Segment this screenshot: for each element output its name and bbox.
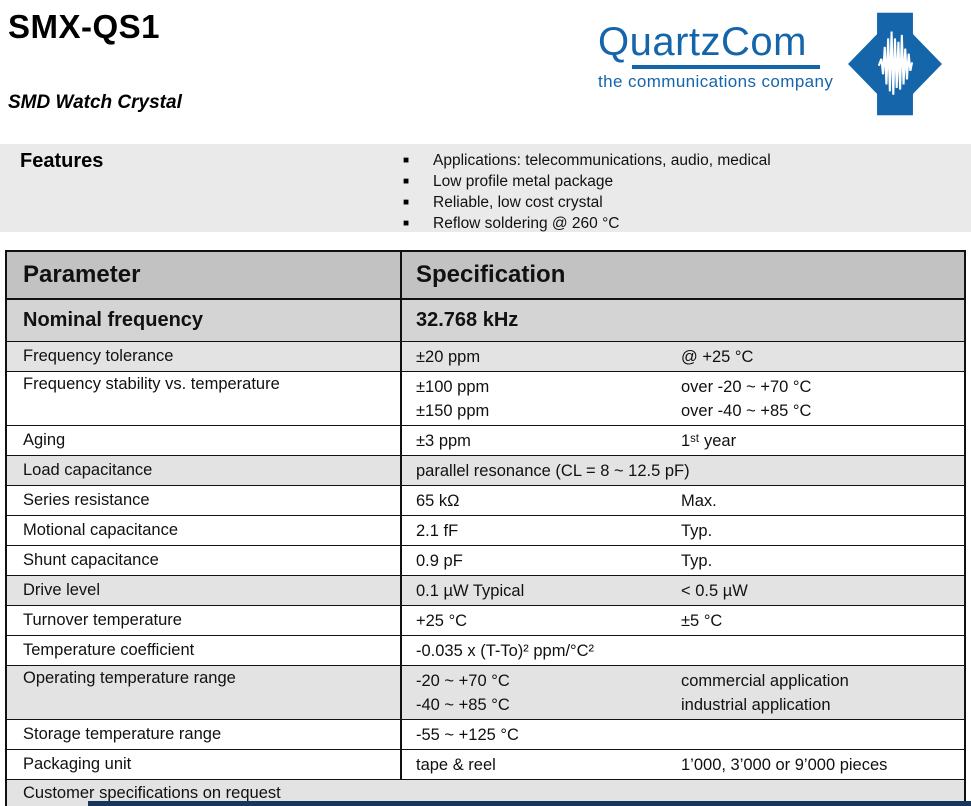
features-list: [403, 150, 771, 234]
param-cell: Aging: [7, 426, 402, 455]
feature-text: Reflow soldering @ 260 °C: [433, 215, 620, 232]
table-row: [7, 720, 964, 750]
param-cell: Load capacitance: [7, 456, 402, 485]
table-row: [7, 372, 964, 426]
spec-value: tape & reel: [416, 755, 496, 774]
spec-condition: Typ.: [681, 521, 713, 540]
spec-condition: commercial application: [681, 671, 849, 690]
footer-bar: [88, 801, 971, 806]
spec-cell: [402, 372, 964, 425]
spec-value: -40 ~ +85 °C: [416, 695, 510, 714]
table-row: [7, 606, 964, 636]
param-cell: Turnover temperature: [7, 606, 402, 635]
table-row: [7, 546, 964, 576]
spec-cell: [402, 606, 964, 635]
table-row: [7, 342, 964, 372]
features-section: [0, 144, 971, 232]
spec-condition: over -40 ~ +85 °C: [681, 401, 812, 420]
page-subtitle: SMD Watch Crystal: [8, 92, 182, 113]
header-parameter: Parameter: [7, 252, 402, 298]
spec-value: -20 ~ +70 °C: [416, 671, 510, 690]
spec-cell: [402, 426, 964, 455]
table-row: [7, 516, 964, 546]
table-header-row: [7, 252, 964, 300]
bullet-icon: ■: [403, 155, 410, 166]
spec-table: [5, 250, 966, 806]
spec-cell: [402, 720, 964, 749]
feature-text: Low profile metal package: [433, 173, 614, 190]
spec-cell: [402, 342, 964, 371]
spec-value: 65 kΩ: [416, 491, 460, 510]
quartzcom-logo: [598, 20, 943, 125]
spec-condition: < 0.5 µW: [681, 581, 748, 600]
param-cell: Series resistance: [7, 486, 402, 515]
logo-brand-text: QuartzCom: [598, 20, 807, 64]
spec-cell: [402, 750, 964, 779]
header-specification: Specification: [416, 261, 566, 288]
param-cell: Shunt capacitance: [7, 546, 402, 575]
spec-condition: industrial application: [681, 695, 831, 714]
spec-value: ±100 ppm: [416, 377, 490, 396]
table-row: [7, 456, 964, 486]
spec-cell: [402, 666, 964, 719]
table-row: [7, 426, 964, 456]
feature-item: [403, 213, 771, 234]
spec-value: 2.1 fF: [416, 521, 459, 540]
logo-tagline: the communications company: [598, 72, 834, 91]
spec-value: -0.035 x (T-To)² ppm/°C²: [416, 641, 595, 660]
spec-value: 0.9 pF: [416, 551, 463, 570]
spec-cell: [402, 516, 964, 545]
spec-condition: Typ.: [681, 551, 713, 570]
spec-condition: over -20 ~ +70 °C: [681, 377, 812, 396]
param-cell: Packaging unit: [7, 750, 402, 779]
spec-condition: @ +25 °C: [681, 347, 754, 366]
table-row-nominal-frequency: [7, 300, 964, 342]
spec-cell: [402, 636, 964, 665]
spec-cell: [402, 546, 964, 575]
param-cell: Frequency stability vs. temperature: [7, 372, 402, 425]
param-cell: Operating temperature range: [7, 666, 402, 719]
bullet-icon: ■: [403, 218, 410, 229]
param-cell: Drive level: [7, 576, 402, 605]
logo-underline: [632, 65, 820, 69]
param-cell: Motional capacitance: [7, 516, 402, 545]
feature-text: Reliable, low cost crystal: [433, 194, 603, 211]
spec-condition: Max.: [681, 491, 717, 510]
feature-item: [403, 171, 771, 192]
feature-text: Applications: telecommunications, audio, medical: [433, 152, 771, 169]
param-cell: Frequency tolerance: [7, 342, 402, 371]
spec-value: parallel resonance (CL = 8 ~ 12.5 pF): [416, 461, 690, 480]
spec-value: -55 ~ +125 °C: [416, 725, 519, 744]
spec-value: ±150 ppm: [416, 401, 490, 420]
param-cell: Storage temperature range: [7, 720, 402, 749]
feature-item: [403, 192, 771, 213]
param-cell: Nominal frequency: [7, 300, 402, 341]
spec-cell: [402, 486, 964, 515]
spec-cell: [402, 576, 964, 605]
spec-cell: [402, 456, 964, 485]
param-cell: Temperature coefficient: [7, 636, 402, 665]
spec-cell: 32.768 kHz: [416, 309, 519, 331]
table-row: [7, 636, 964, 666]
features-heading: Features: [20, 150, 104, 172]
bullet-icon: ■: [403, 197, 410, 208]
feature-item: [403, 150, 771, 171]
spec-condition: 1’000, 3’000 or 9’000 pieces: [681, 755, 888, 774]
spec-condition: 1ˢᵗ year: [681, 431, 737, 450]
spec-value: 0.1 µW Typical: [416, 581, 525, 600]
bullet-icon: ■: [403, 176, 410, 187]
table-row: [7, 666, 964, 720]
table-row: [7, 576, 964, 606]
spec-value: ±20 ppm: [416, 347, 481, 366]
customer-note-text: Customer specifications on request: [23, 783, 281, 802]
waveform-diamond-icon: [848, 6, 942, 122]
table-row: [7, 486, 964, 516]
page-title: SMX-QS1: [8, 8, 161, 45]
table-row: [7, 750, 964, 780]
spec-condition: ±5 °C: [681, 611, 723, 630]
spec-value: +25 °C: [416, 611, 468, 630]
spec-value: ±3 ppm: [416, 431, 471, 450]
